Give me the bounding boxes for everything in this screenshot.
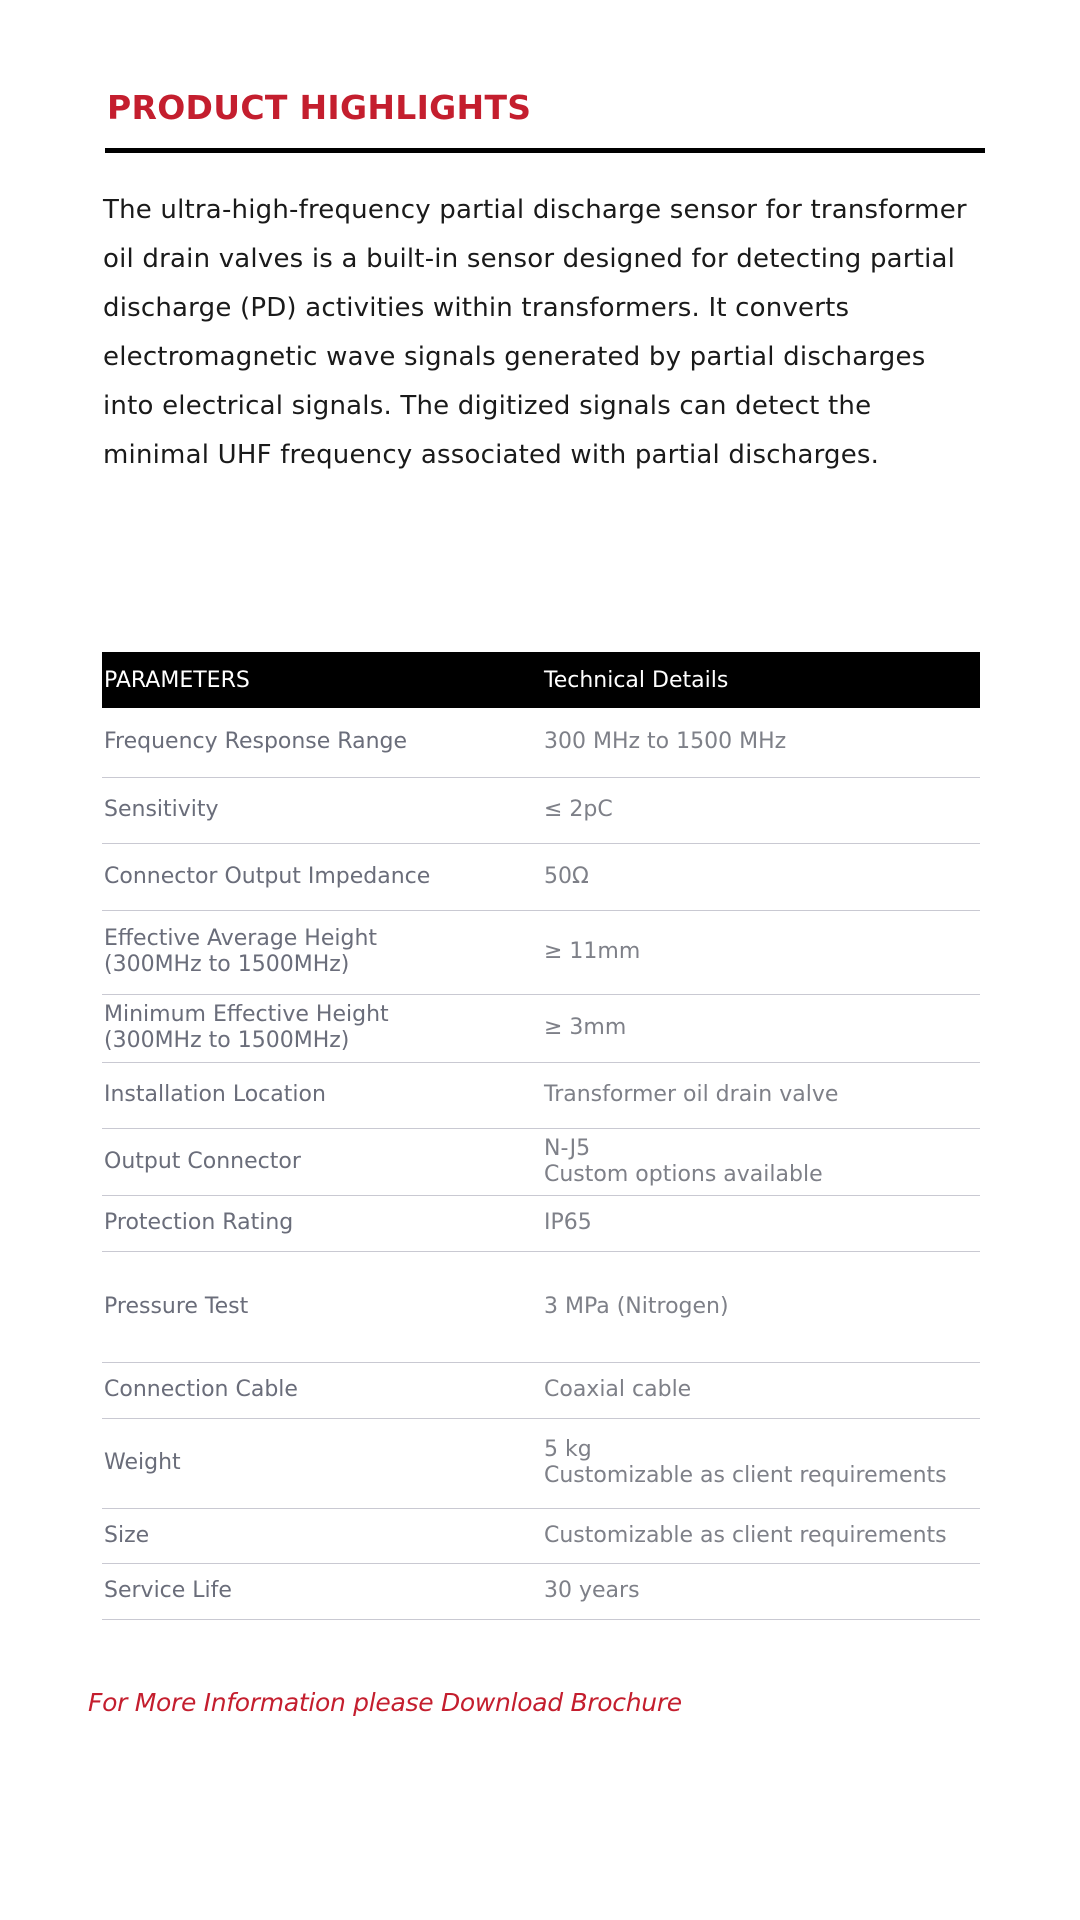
detail-cell: Customizable as client requirements	[542, 1508, 980, 1563]
parameter-cell: Pressure Test	[102, 1251, 542, 1362]
spec-table-header	[102, 652, 980, 708]
detail-cell: ≥ 11mm	[542, 910, 980, 994]
detail-cell: 300 MHz to 1500 MHz	[542, 708, 980, 777]
table-row	[102, 1563, 980, 1619]
parameter-cell: Connection Cable	[102, 1362, 542, 1418]
parameter-cell: Effective Average Height (300MHz to 1500MHz)	[102, 910, 542, 994]
table-row	[102, 1128, 980, 1195]
table-row	[102, 1362, 980, 1418]
parameter-cell: Connector Output Impedance	[102, 843, 542, 910]
section-title: PRODUCT HIGHLIGHTS	[107, 88, 532, 127]
detail-cell: IP65	[542, 1195, 980, 1251]
parameters-column-header: PARAMETERS	[102, 652, 542, 708]
parameter-cell: Service Life	[102, 1563, 542, 1619]
detail-cell: ≤ 2pC	[542, 777, 980, 843]
detail-cell: 30 years	[542, 1563, 980, 1619]
title-divider	[105, 148, 985, 153]
parameter-cell: Frequency Response Range	[102, 708, 542, 777]
table-row	[102, 843, 980, 910]
technical-details-column-header: Technical Details	[542, 652, 980, 708]
download-brochure-link[interactable]: For More Information please Download Brochure	[88, 1688, 682, 1717]
table-row	[102, 910, 980, 994]
spec-table	[102, 652, 980, 1620]
table-row	[102, 1418, 980, 1508]
detail-cell: 3 MPa (Nitrogen)	[542, 1251, 980, 1362]
table-row	[102, 1251, 980, 1362]
detail-cell: Coaxial cable	[542, 1362, 980, 1418]
parameter-cell: Protection Rating	[102, 1195, 542, 1251]
parameter-cell: Sensitivity	[102, 777, 542, 843]
table-row	[102, 1062, 980, 1128]
detail-cell: N-J5 Custom options available	[542, 1128, 980, 1195]
table-row	[102, 994, 980, 1062]
parameter-cell: Minimum Effective Height (300MHz to 1500MHz)	[102, 994, 542, 1062]
table-row	[102, 777, 980, 843]
product-description: The ultra-high-frequency partial discharge sensor for transformer oil drain valves is a built-in sensor designed for detecting partial discharge (PD) activities within transformers. It converts electromagnetic wave signals generated by partial discharges into electrical signals. The digitized signals can detect the minimal UHF frequency associated with partial discharges.	[103, 195, 967, 470]
detail-cell: 50Ω	[542, 843, 980, 910]
table-row	[102, 1508, 980, 1563]
parameter-cell: Weight	[102, 1418, 542, 1508]
detail-cell: Transformer oil drain valve	[542, 1062, 980, 1128]
parameter-cell: Size	[102, 1508, 542, 1563]
parameter-cell: Output Connector	[102, 1128, 542, 1195]
detail-cell: 5 kg Customizable as client requirements	[542, 1418, 980, 1508]
table-row	[102, 708, 980, 777]
parameter-cell: Installation Location	[102, 1062, 542, 1128]
table-row	[102, 1195, 980, 1251]
detail-cell: ≥ 3mm	[542, 994, 980, 1062]
